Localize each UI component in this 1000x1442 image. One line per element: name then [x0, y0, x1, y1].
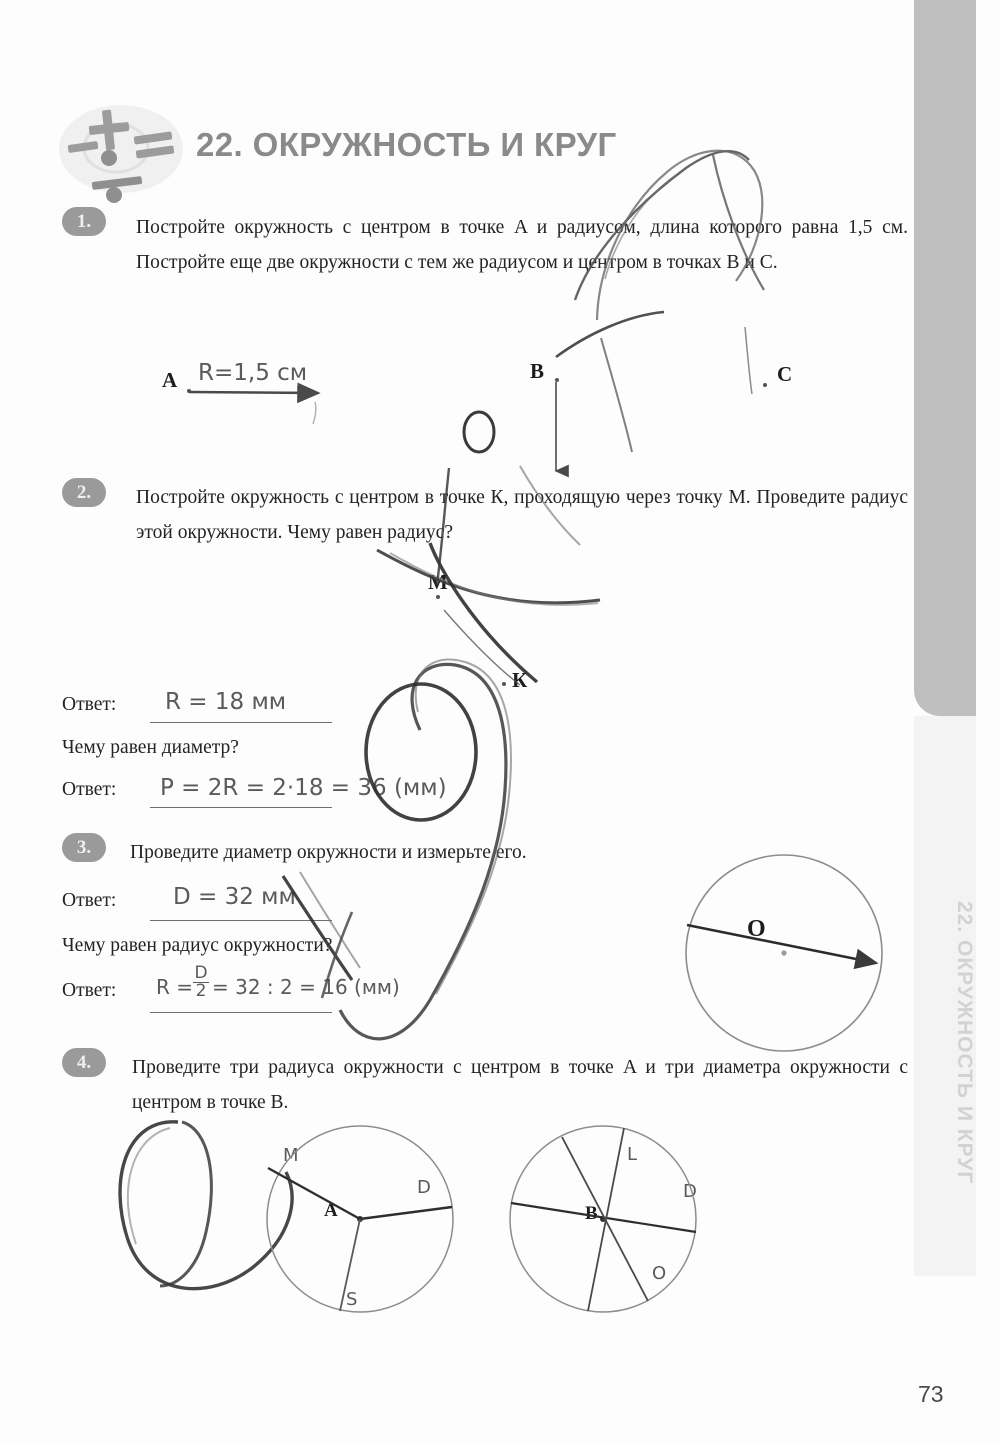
circle-a-radius-label-d: D	[417, 1177, 431, 1198]
answer-label-3b: Ответ:	[62, 980, 117, 1001]
answer-rule-3b	[150, 1012, 332, 1013]
task-text-1: Постройте окружность с центром в точке A и радиусом, длина которого равна 1,5 см. Постройте еще две окружности с тем же радиусом и центром в точках B и C.	[136, 217, 908, 273]
circle-a-radius-label-m: M	[283, 1145, 299, 1166]
answer-label-2b: Ответ:	[62, 779, 117, 800]
answer-rule-2a	[150, 722, 332, 723]
handwriting-fraction	[193, 963, 209, 1001]
circle-a-center-label: A	[324, 1200, 338, 1221]
point-dot-m	[436, 595, 440, 599]
point-dot-a	[187, 389, 191, 393]
page-number: 73	[918, 1381, 944, 1407]
handwriting-answer-3a: D = 32 мм	[173, 884, 296, 910]
task-number-3: 3.	[62, 833, 106, 862]
point-dot-k	[502, 682, 506, 686]
handwriting-answer-2a: R = 18 мм	[165, 689, 287, 715]
circle-b-diameter-label-d: D	[683, 1181, 697, 1202]
point-label-m: M	[428, 570, 448, 594]
handwriting-radius-note: R=1,5 см	[198, 360, 308, 386]
chapter-side-tab-label: 22. ОКРУЖНОСТЬ И КРУГ	[953, 901, 976, 1185]
handwriting-answer-3b-lead: R =	[156, 975, 194, 999]
task-number-1: 1.	[62, 207, 106, 236]
point-dot-b	[555, 378, 559, 382]
circle-center-label-o: O	[747, 916, 766, 942]
circle-b-diameter-label-l: L	[627, 1144, 638, 1165]
handwriting-answer-3b-rest: = 32 : 2 = 16 (мм)	[212, 975, 400, 999]
answer-label-3a: Ответ:	[62, 890, 117, 911]
question-diameter: Чему равен диаметр?	[62, 737, 239, 758]
fraction-numerator: D	[194, 963, 208, 983]
chapter-side-tab	[914, 0, 976, 716]
point-label-c: C	[777, 362, 793, 386]
answer-rule-3a	[150, 920, 332, 921]
fraction-denominator: 2	[195, 981, 207, 1001]
answer-rule-2b	[150, 807, 332, 808]
page-title: 22. ОКРУЖНОСТЬ И КРУГ	[196, 126, 617, 163]
point-dot-c	[763, 383, 767, 387]
answer-label-2a: Ответ:	[62, 694, 117, 715]
task-number-4: 4.	[62, 1048, 106, 1077]
circle-b-diameter-label-o: O	[652, 1263, 667, 1284]
point-label-k: К	[512, 668, 528, 692]
task-text-2: Постройте окружность с центром в точке К, проходящую через точку M. Проведите радиус этой окружности. Чему равен радиус?	[136, 487, 908, 543]
circle-a-radius-label-s: S	[346, 1289, 358, 1310]
point-label-b: B	[530, 359, 545, 383]
handwriting-answer-2b: P = 2R = 2·18 = 36 (мм)	[160, 775, 447, 801]
question-radius: Чему равен радиус окружности?	[62, 935, 333, 956]
point-label-a: A	[162, 368, 178, 392]
task-text-3: Проведите диаметр окружности и измерьте его.	[130, 842, 527, 863]
circle-b-center-label: B	[585, 1203, 598, 1224]
math-symbols-icon	[56, 96, 186, 202]
task-text-4: Проведите три радиуса окружности с центром в точке A и три диаметра окружности с центром в точке B.	[132, 1057, 908, 1113]
task-number-2: 2.	[62, 478, 106, 507]
